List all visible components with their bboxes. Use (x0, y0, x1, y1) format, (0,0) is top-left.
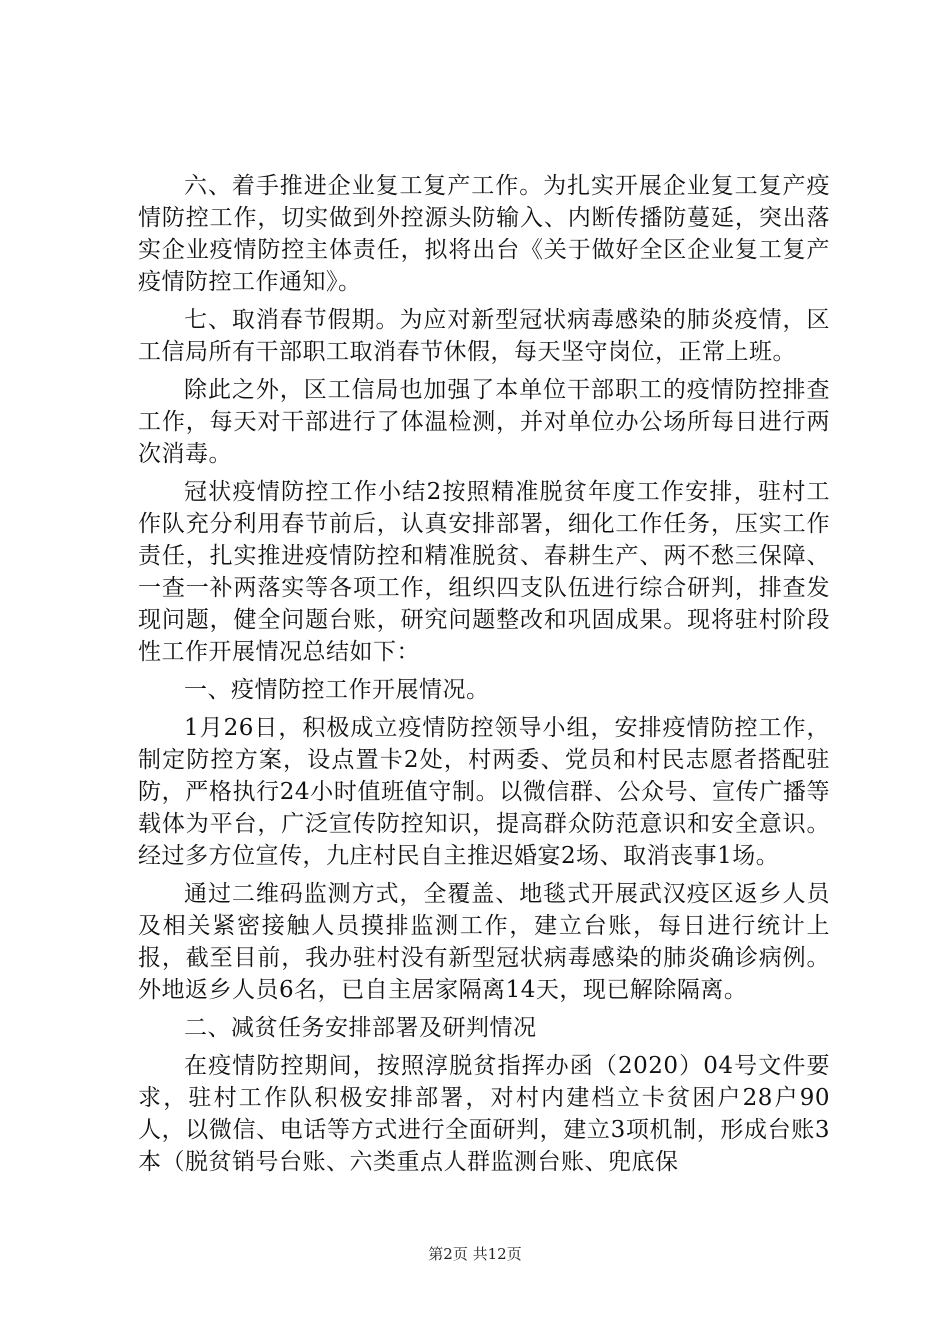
paragraph-9: 在疫情防控期间，按照淳脱贫指挥办函（2020）04号文件要求，驻村工作队积极安排部署，对村内建档立卡贫困户28户90人，以微信、电话等方式进行全面研判，建立3项机制，形成台账3本（脱贫销号台账、六类重点人群监测台账、兜底保 (138, 1053, 830, 1175)
paragraph-7: 通过二维码监测方式，全覆盖、地毯式开展武汉疫区返乡人员及相关紧密接触人员摸排监测工作，建立台账，每日进行统计上报，截至目前，我办驻村没有新型冠状病毒感染的肺炎确诊病例。外地返乡人员6名，已自主居家隔离14天，现已解除隔离。 (138, 881, 830, 1003)
paragraph-6: 1月26日，积极成立疫情防控领导小组，安排疫情防控工作，制定防控方案，设点置卡2处，村两委、党员和村民志愿者搭配驻防，严格执行24小时值班值守制。以微信群、公众号、宣传广播等载体为平台，广泛宣传防控知识，提高群众防范意识和安全意识。经过多方位宣传，九庄村民自主推迟婚宴2场、取消丧事1场。 (138, 715, 830, 869)
paragraph-5: 一、疫情防控工作开展情况。 (184, 677, 490, 703)
document-body (138, 170, 830, 1184)
paragraph-3: 除此之外，区工信局也加强了本单位干部职工的疫情防控排查工作，每天对干部进行了体温检测，并对单位办公场所每日进行两次消毒。 (138, 377, 830, 467)
paragraph-1: 六、着手推进企业复工复产工作。为扎实开展企业复工复产疫情防控工作，切实做到外控源头防输入、内断传播防蔓延，突出落实企业疫情防控主体责任，拟将出台《关于做好全区企业复工复产疫情防控工作通知》。 (138, 173, 830, 295)
paragraph-2: 七、取消春节假期。为应对新型冠状病毒感染的肺炎疫情，区工信局所有干部职工取消春节休假，每天坚守岗位，正常上班。 (138, 307, 830, 365)
paragraph-8: 二、减贫任务安排部署及研判情况 (184, 1015, 537, 1041)
paragraph-4: 冠状疫情防控工作小结2按照精准脱贫年度工作安排，驻村工作队充分利用春节前后，认真安排部署，细化工作任务，压实工作责任，扎实推进疫情防控和精准脱贫、春耕生产、两不愁三保障、一查一补两落实等各项工作，组织四支队伍进行综合研判，排查发现问题，健全问题台账，研究问题整改和巩固成果。现将驻村阶段性工作开展情况总结如下： (138, 479, 830, 665)
page-number-footer: 第2页 共12页 (428, 1245, 522, 1263)
